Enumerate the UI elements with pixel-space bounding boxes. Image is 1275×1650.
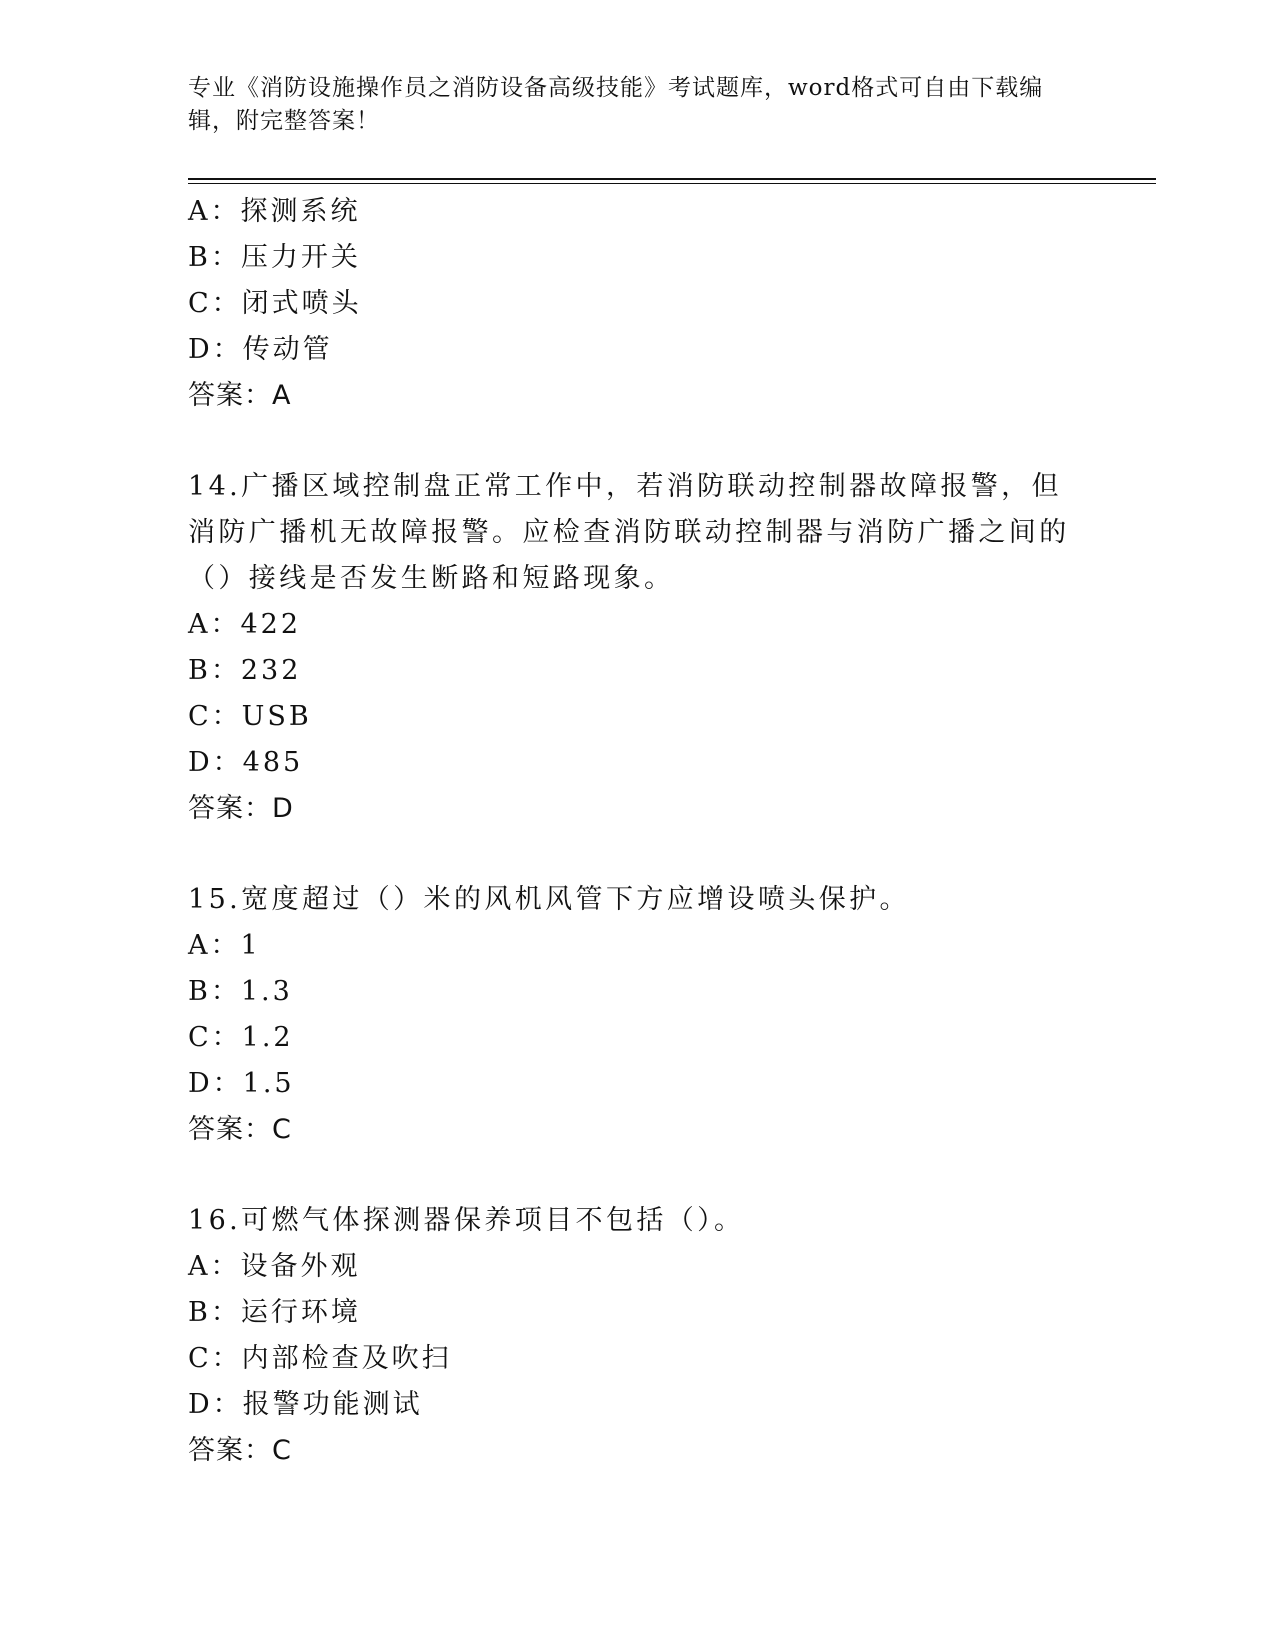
question-stem: 15.宽度超过（）米的风机风管下方应增设喷头保护。 <box>188 884 910 915</box>
header-divider-thick <box>188 178 1156 180</box>
option-d: D：1.5 <box>188 1068 295 1099</box>
option-c: C：闭式喷头 <box>188 288 362 319</box>
option-d: D：485 <box>188 747 304 778</box>
question-stem: 14.广播区域控制盘正常工作中，若消防联动控制器故障报警，但消防广播机无故障报警。应检查消防联动控制器与消防广播之间的（）接线是否发生断路和短路现象。 <box>188 471 1070 594</box>
question-list <box>188 189 1088 1474</box>
option-b: B：1.3 <box>188 976 293 1007</box>
question-13-continued <box>188 189 1088 419</box>
answer-line: 答案：C <box>188 1114 292 1145</box>
header-divider-thin <box>188 183 1156 184</box>
question-stem: 16.可燃气体探测器保养项目不包括（）。 <box>188 1205 745 1236</box>
option-b: B：232 <box>188 655 302 686</box>
question-15 <box>188 877 1088 1153</box>
option-a: A：1 <box>188 930 261 961</box>
option-a: A：探测系统 <box>188 196 361 227</box>
option-a: A：422 <box>188 609 302 640</box>
option-b: B：压力开关 <box>188 242 361 273</box>
option-c: C：USB <box>188 701 312 732</box>
answer-line: 答案：A <box>188 380 292 411</box>
question-16 <box>188 1198 1088 1474</box>
option-d: D：报警功能测试 <box>188 1389 423 1420</box>
question-14 <box>188 464 1088 832</box>
document-header <box>188 72 1068 138</box>
option-a: A：设备外观 <box>188 1251 361 1282</box>
option-c: C：1.2 <box>188 1022 294 1053</box>
answer-line: 答案：C <box>188 1435 292 1466</box>
option-d: D：传动管 <box>188 334 333 365</box>
option-c: C：内部检查及吹扫 <box>188 1343 452 1374</box>
option-b: B：运行环境 <box>188 1297 361 1328</box>
answer-line: 答案：D <box>188 793 294 824</box>
header-text: 专业《消防设施操作员之消防设备高级技能》考试题库，word格式可自由下载编辑，附完整答案！ <box>188 75 1044 134</box>
